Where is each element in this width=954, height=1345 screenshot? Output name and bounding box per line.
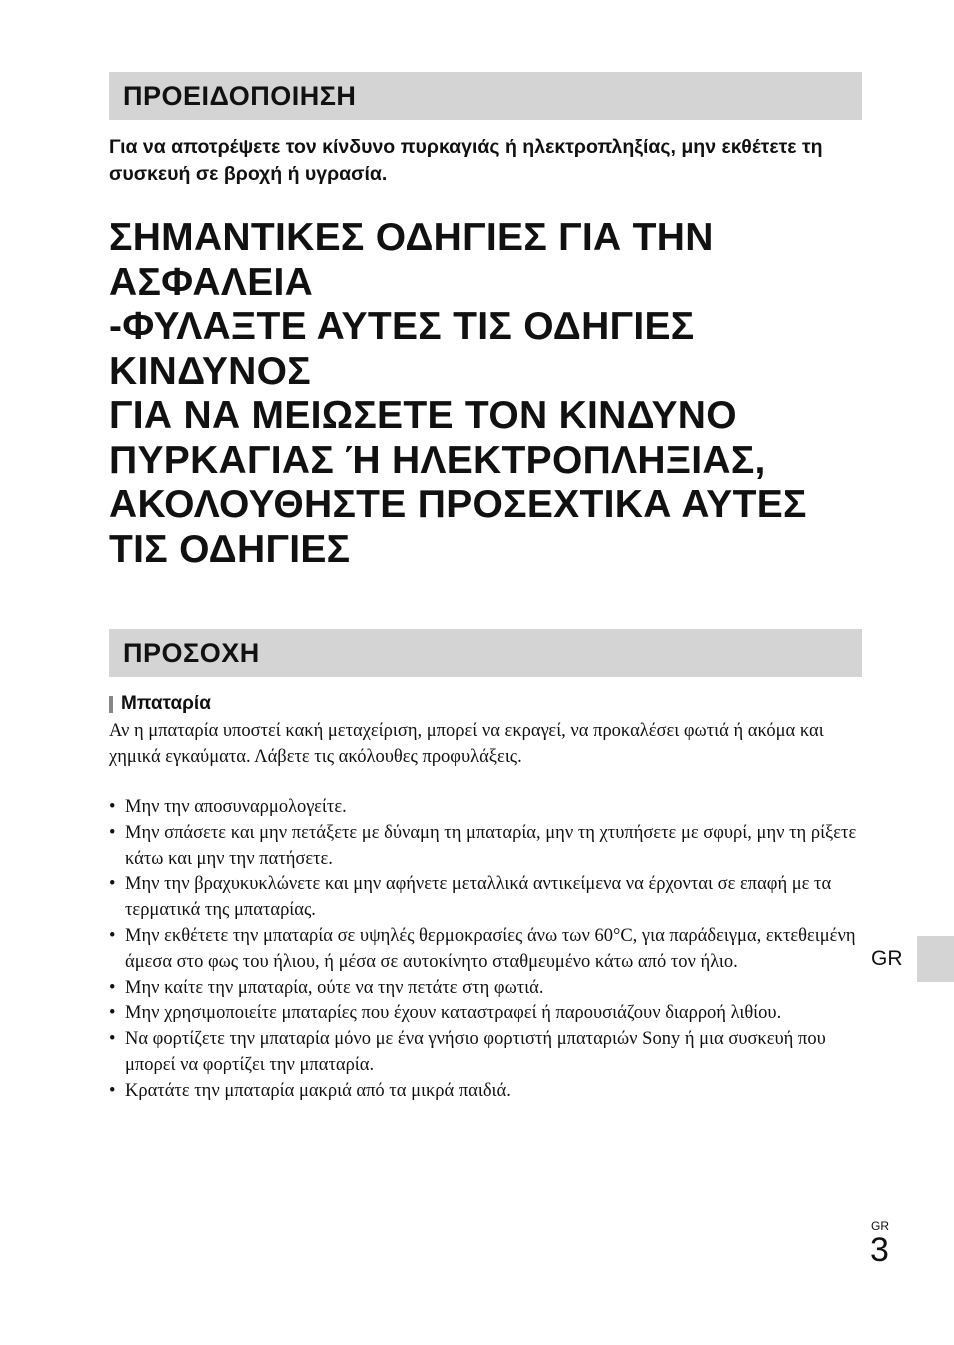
list-item (109, 1027, 869, 1079)
list-item (109, 1079, 869, 1105)
page-number: 3 (870, 1231, 889, 1269)
safety-heading-line: -ΦΥΛΑΞΤΕ ΑΥΤΕΣ ΤΙΣ ΟΔΗΓΙΕΣ (109, 305, 695, 348)
safety-heading-line: ΚΙΝΔΥΝΟΣ (109, 349, 311, 393)
battery-subheading (109, 692, 211, 716)
page-language-code: GR (871, 1219, 889, 1233)
list-item-text: Μην χρησιμοποιείτε μπαταρίες που έχουν καταστραφεί ή παρουσιάζουν διαρροή λιθίου. (125, 1003, 782, 1024)
safety-heading-line: ΠΥΡΚΑΓΙΑΣ Ή ΗΛΕΚΤΡΟΠΛΗΞΙΑΣ, (109, 438, 766, 482)
list-item-text: Μην σπάσετε και μην πετάξετε με δύναμη τη μπαταρία, μην τη χτυπήσετε με σφυρί, μην τη ρίξετε κάτω και μην την πατήσετε. (125, 822, 857, 869)
battery-subheading-label: Μπαταρία (121, 693, 211, 714)
warning-text: Για να αποτρέψετε τον κίνδυνο πυρκαγιάς ή ηλεκτροπληξίας, μην εκθέτετε τη συσκευή σε βροχή ή υγρασία. (109, 136, 823, 185)
warning-title: ΠΡΟΕΙΔΟΠΟΙΗΣΗ (123, 81, 357, 111)
list-item-text: Μην την αποσυναρμολογείτε. (125, 797, 347, 817)
safety-heading-line: ΣΗΜΑΝΤΙΚΕΣ ΟΔΗΓΙΕΣ ΓΙΑ ΤΗΝ (109, 216, 714, 259)
list-item (109, 976, 869, 1002)
list-item (109, 1001, 869, 1027)
safety-heading (109, 216, 909, 572)
bullet-icon: • (109, 977, 116, 998)
list-item-text: Να φορτίζετε την μπαταρία μόνο με ένα γνήσιο φορτιστή μπαταριών Sony ή μια συσκευή που μπορεί να φορτίζει την μπαταρία. (125, 1029, 826, 1075)
list-item-text: Μην εκθέτετε την μπαταρία σε υψηλές θερμοκρασίες άνω των 60°C, για παράδειγμα, εκτεθειμένη άμεσα στο φως του ήλιου, ή μέσα σε αυτοκίνητο σταθμευμένο κάτω από τον ήλιο. (125, 925, 856, 972)
language-tab-label: GR (871, 947, 903, 970)
bullet-icon: • (109, 822, 116, 843)
caution-title: ΠΡΟΣΟΧΗ (123, 638, 260, 668)
bullet-icon: • (109, 1003, 116, 1024)
safety-heading-line: ΑΣΦΑΛΕΙΑ (109, 260, 314, 304)
bullet-icon: • (109, 874, 116, 895)
list-item-text: Μην καίτε την μπαταρία, ούτε να την πετάτε στη φωτιά. (125, 977, 544, 998)
list-item-text: Μην την βραχυκυκλώνετε και μην αφήνετε μεταλλικά αντικείμενα να έρχονται σε επαφή με τα τερματικά της μπαταρίας. (125, 874, 832, 921)
battery-intro: Αν η μπαταρία υποστεί κακή μεταχείριση, μπορεί να εκραγεί, να προκαλέσει φωτιά ή ακόμα και χημικά εγκαύματα. Λάβετε τις ακόλουθες προφυλάξεις. (109, 721, 824, 767)
caution-section-header (109, 629, 862, 677)
safety-heading-line: ΓΙΑ ΝΑ ΜΕΙΩΣΕΤΕ ΤΟΝ ΚΙΝΔΥΝΟ (109, 394, 737, 437)
bullet-icon: • (109, 925, 116, 946)
bullet-icon: • (109, 1080, 116, 1101)
precautions-list (109, 795, 869, 1105)
safety-heading-line: ΑΚΟΛΟΥΘΗΣΤΕ ΠΡΟΣΕΧΤΙΚΑ ΑΥΤΕΣ (109, 483, 807, 526)
bullet-icon: • (109, 797, 116, 817)
list-item (109, 795, 869, 821)
list-item (109, 821, 869, 873)
subheading-marker (109, 696, 113, 713)
warning-section-header (109, 72, 862, 120)
list-item-text: Κρατάτε την μπαταρία μακριά από τα μικρά παιδιά. (125, 1080, 511, 1101)
list-item (109, 924, 869, 976)
language-tab (917, 936, 954, 982)
list-item (109, 872, 869, 924)
bullet-icon: • (109, 1029, 116, 1050)
safety-heading-line: ΤΙΣ ΟΔΗΓΙΕΣ (109, 527, 351, 571)
